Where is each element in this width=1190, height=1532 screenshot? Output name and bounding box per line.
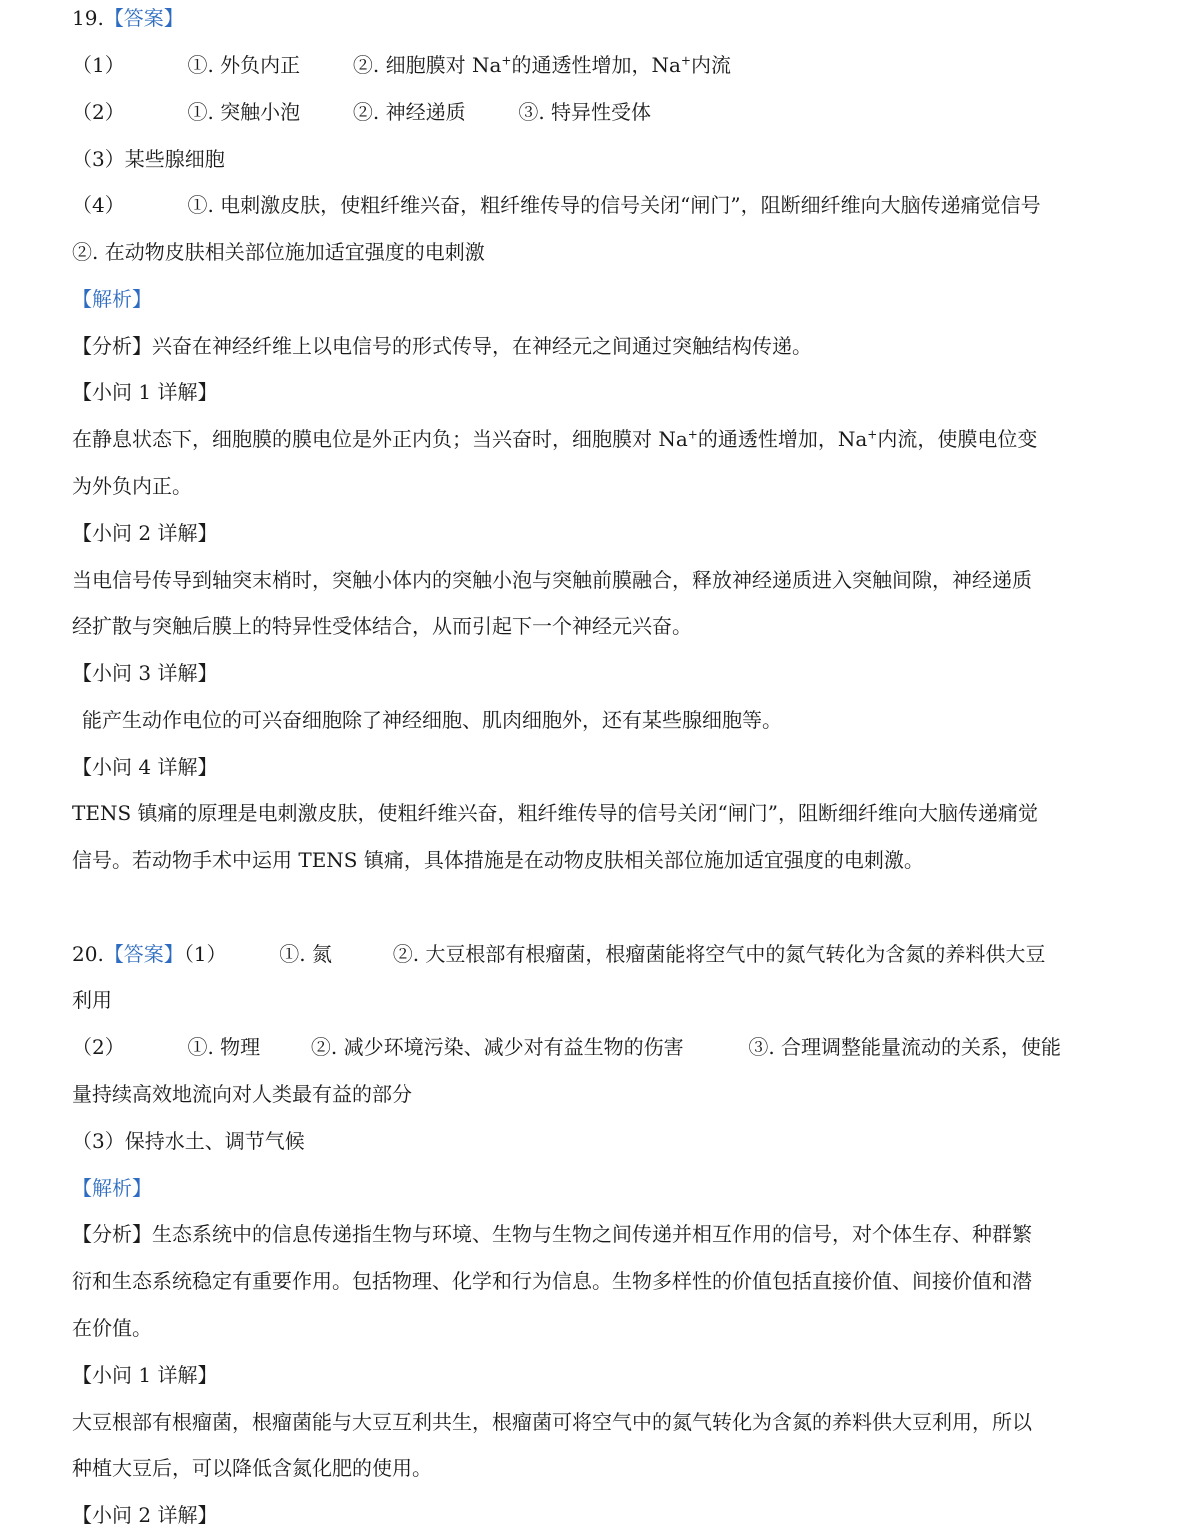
answer-item: ②. 大豆根部有根瘤菌，根瘤菌能将空气中的氮气转化为含氮的养料供大豆 <box>392 942 1046 966</box>
answer-label: （1） <box>183 942 227 966</box>
q19-answer-tag: 【答案】 <box>103 6 184 30</box>
q20-analysis-tag: 【解析】 <box>72 1176 152 1200</box>
q19-analysis-tag: 【解析】 <box>72 287 152 311</box>
answer-item: ①. 氮 <box>279 942 332 966</box>
answer-item: ③. 特异性受体 <box>518 100 652 124</box>
q20-sub1-text-cont: 种植大豆后，可以降低含氮化肥的使用。 <box>72 1456 432 1480</box>
q19-sub2-text: 当电信号传导到轴突末梢时，突触小体内的突触小泡与突触前膜融合，释放神经递质进入突触间隙，神经递质 <box>72 568 1032 592</box>
answer-label: （2） <box>72 100 125 124</box>
q19-sub4-text-cont: 信号。若动物手术中运用 TENS 镇痛，具体措施是在动物皮肤相关部位施加适宜强度的电刺激。 <box>72 848 924 872</box>
q20-answer-1-cont: 利用 <box>72 988 112 1012</box>
q19-number: 19. <box>72 6 104 30</box>
q19-answer-2 <box>72 98 651 126</box>
answer-item: ①. 电刺激皮肤，使粗纤维兴奋，粗纤维传导的信号关闭“闸门”，阻断细纤维向大脑传递痛觉信号 <box>187 193 1041 217</box>
q20-number: 20. <box>72 942 104 966</box>
q19-sub1-text: 在静息状态下，细胞膜的膜电位是外正内负；当兴奋时，细胞膜对 Na+的通透性增加，Na+内流，使膜电位变 <box>72 427 1038 451</box>
answer-label: （4） <box>72 193 125 217</box>
q19-sub3-heading: 【小问 3 详解】 <box>72 661 218 685</box>
q20-fenxi: 【分析】生态系统中的信息传递指生物与环境、生物与生物之间传递并相互作用的信号，对个体生存、种群繁 <box>72 1222 1032 1246</box>
q19-sub2-heading: 【小问 2 详解】 <box>72 521 218 545</box>
answer-item: ②. 神经递质 <box>352 100 466 124</box>
q20-answer-2 <box>72 1033 1061 1061</box>
q19-sub2-text-cont: 经扩散与突触后膜上的特异性受体结合，从而引起下一个神经元兴奋。 <box>72 614 692 638</box>
q20-fenxi-cont: 衍和生态系统稳定有重要作用。包括物理、化学和行为信息。生物多样性的价值包括直接价值、间接价值和潜 <box>72 1269 1032 1293</box>
answer-item: ②. 细胞膜对 Na+的通透性增加，Na+内流 <box>352 53 731 77</box>
q19-fenxi: 【分析】兴奋在神经纤维上以电信号的形式传导，在神经元之间通过突触结构传递。 <box>72 334 812 358</box>
answer-item: ②. 减少环境污染、减少对有益生物的伤害 <box>310 1035 684 1059</box>
q20-sub1-text: 大豆根部有根瘤菌，根瘤菌能与大豆互利共生，根瘤菌可将空气中的氮气转化为含氮的养料供大豆利用，所以 <box>72 1410 1032 1434</box>
q20-header <box>72 940 1045 968</box>
q19-sub4-text: TENS 镇痛的原理是电刺激皮肤，使粗纤维兴奋，粗纤维传导的信号关闭“闸门”，阻断细纤维向大脑传递痛觉 <box>72 801 1038 825</box>
q20-answer-3: （3）保持水土、调节气候 <box>72 1129 305 1153</box>
q19-sub1-heading: 【小问 1 详解】 <box>72 380 218 404</box>
answer-item: ①. 物理 <box>187 1035 261 1059</box>
q19-sub4-heading: 【小问 4 详解】 <box>72 755 218 779</box>
q19-answer-4 <box>72 191 1041 219</box>
q19-answer-4-cont: ②. 在动物皮肤相关部位施加适宜强度的电刺激 <box>72 240 485 264</box>
answer-label: （2） <box>72 1035 125 1059</box>
q20-sub2-heading: 【小问 2 详解】 <box>72 1503 218 1527</box>
q20-answer-tag: 【答案】 <box>103 942 184 966</box>
answer-item: ③. 合理调整能量流动的关系，使能 <box>748 1035 1062 1059</box>
q19-answer-3: （3）某些腺细胞 <box>72 147 225 171</box>
q19-header <box>72 4 184 32</box>
q19-answer-1 <box>72 51 731 79</box>
q20-sub1-heading: 【小问 1 详解】 <box>72 1363 218 1387</box>
answer-item: ①. 外负内正 <box>187 53 301 77</box>
q19-sub1-text-cont: 为外负内正。 <box>72 474 192 498</box>
answer-item: ①. 突触小泡 <box>187 100 301 124</box>
q20-answer-2-cont: 量持续高效地流向对人类最有益的部分 <box>72 1082 412 1106</box>
q20-fenxi-cont: 在价值。 <box>72 1316 152 1340</box>
answer-label: （1） <box>72 53 125 77</box>
q19-sub3-text: 能产生动作电位的可兴奋细胞除了神经细胞、肌肉细胞外，还有某些腺细胞等。 <box>82 708 782 732</box>
